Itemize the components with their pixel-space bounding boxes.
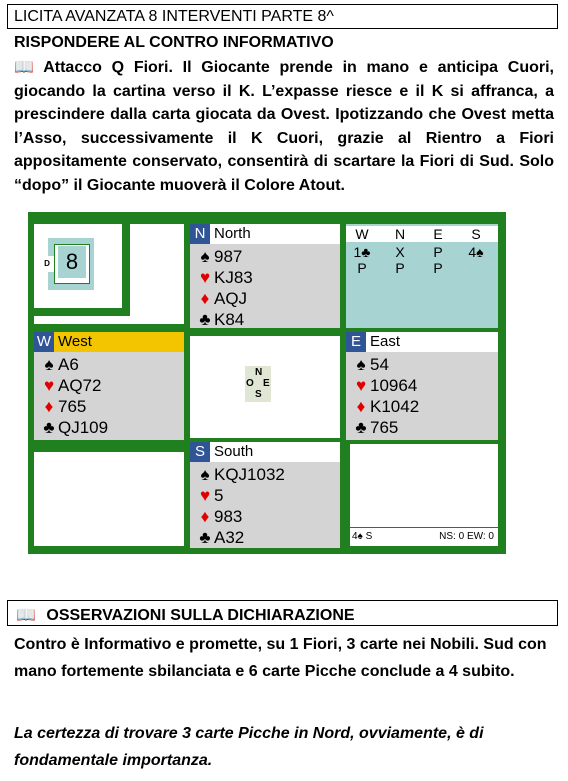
south-header <box>190 442 340 462</box>
north-header <box>190 224 340 244</box>
south-name: South <box>214 443 254 460</box>
east-diamonds: K1042 <box>370 397 420 416</box>
west-clubs: QJ109 <box>58 418 109 437</box>
board-number-panel <box>34 224 184 324</box>
east-header <box>346 332 498 352</box>
page-subtitle: RISPONDERE AL CONTRO INFORMATIVO <box>14 34 334 51</box>
north-name: North <box>214 225 251 242</box>
bidding-row: P P P <box>357 260 443 276</box>
bidding-headers: W N E S <box>355 226 481 242</box>
dealer-letter: D <box>40 256 54 272</box>
south-hearts: 5 <box>214 486 224 505</box>
page-title-box <box>7 4 558 29</box>
club-icon: ♣ <box>199 310 211 329</box>
west-diamonds: 765 <box>58 397 87 416</box>
book-icon: 📖 <box>14 59 40 76</box>
west-hearts: AQ72 <box>58 376 102 395</box>
compass-rose: N O E S <box>246 367 270 400</box>
diamond-icon: ♦ <box>200 289 210 308</box>
south-diamonds: 983 <box>214 507 243 526</box>
page-title: LICITA AVANZATA 8 INTERVENTI PARTE 8^ <box>14 8 334 25</box>
west-tag: W <box>34 332 54 352</box>
heart-icon: ♥ <box>199 486 211 505</box>
diamond-icon: ♦ <box>356 397 366 416</box>
heart-icon: ♥ <box>355 376 367 395</box>
bridge-board <box>28 212 506 554</box>
east-name: East <box>370 333 401 350</box>
intro-paragraph <box>14 56 554 197</box>
south-hand <box>190 442 340 548</box>
spade-icon: ♠ <box>44 355 54 374</box>
empty-panel <box>34 452 184 546</box>
spade-icon: ♠ <box>200 465 210 484</box>
south-spades: KQJ1032 <box>214 465 285 484</box>
north-tag: N <box>190 224 210 244</box>
contract-label: 4♠ S <box>352 531 373 542</box>
south-tag: S <box>190 442 210 462</box>
diamond-icon: ♦ <box>44 397 54 416</box>
east-tag: E <box>346 332 366 352</box>
east-clubs: 765 <box>370 418 399 437</box>
club-icon: ♣ <box>43 418 55 437</box>
club-icon: ♣ <box>355 418 367 437</box>
west-spades: A6 <box>58 355 79 374</box>
section-title: OSSERVAZIONI SULLA DICHIARAZIONE <box>46 607 355 624</box>
south-clubs: A32 <box>214 528 245 547</box>
bidding-box <box>346 224 498 328</box>
spade-icon: ♠ <box>200 247 210 266</box>
observation-note: La certezza di trovare 3 carte Picche in Nord, ovviamente, è di fondamentale importanza. <box>14 725 484 769</box>
spade-icon: ♠ <box>356 355 366 374</box>
north-clubs: K84 <box>214 310 245 329</box>
intro-text: Attacco Q Fiori. Il Giocante prende in mano e anticipa Cuori, giocando la cartina verso il K. L’expasse riesce e il K si affranca, a prescindere dalla carta giocata da Ovest. Ipotizzando che Ovest metta l’Asso, successivamente il K Cuori, grazie al Rientro a Fiori appositamente conservato, consentirà di scartare la Fiori di Sud. Solo “dopo” il Giocante muoverà il Colore Atout. <box>14 59 554 194</box>
east-hearts: 10964 <box>370 376 418 395</box>
north-hearts: KJ83 <box>214 268 253 287</box>
west-header <box>34 332 184 352</box>
east-spades: 54 <box>370 355 389 374</box>
north-hand <box>190 224 340 328</box>
east-hand <box>346 332 498 440</box>
bidding-row: 1♣ X P 4♠ <box>353 244 484 260</box>
heart-icon: ♥ <box>43 376 55 395</box>
north-diamonds: AQJ <box>214 289 248 308</box>
section-title-box <box>7 600 558 626</box>
diamond-icon: ♦ <box>200 507 210 526</box>
table-center <box>190 336 340 438</box>
club-icon: ♣ <box>199 528 211 547</box>
board-number: 8 <box>58 246 86 278</box>
west-hand <box>34 332 184 440</box>
observation-paragraph: Contro è Informativo e promette, su 1 Fiori, 3 carte nei Nobili. Sud con mano fortemente sbilanciata e 6 carte Picche conclude a 4 subito. <box>14 636 547 680</box>
north-spades: 987 <box>214 247 243 266</box>
score-label: NS: 0 EW: 0 <box>439 531 494 542</box>
book-icon: 📖 <box>16 607 36 624</box>
heart-icon: ♥ <box>199 268 211 287</box>
result-panel <box>350 444 498 546</box>
west-name: West <box>58 333 92 350</box>
